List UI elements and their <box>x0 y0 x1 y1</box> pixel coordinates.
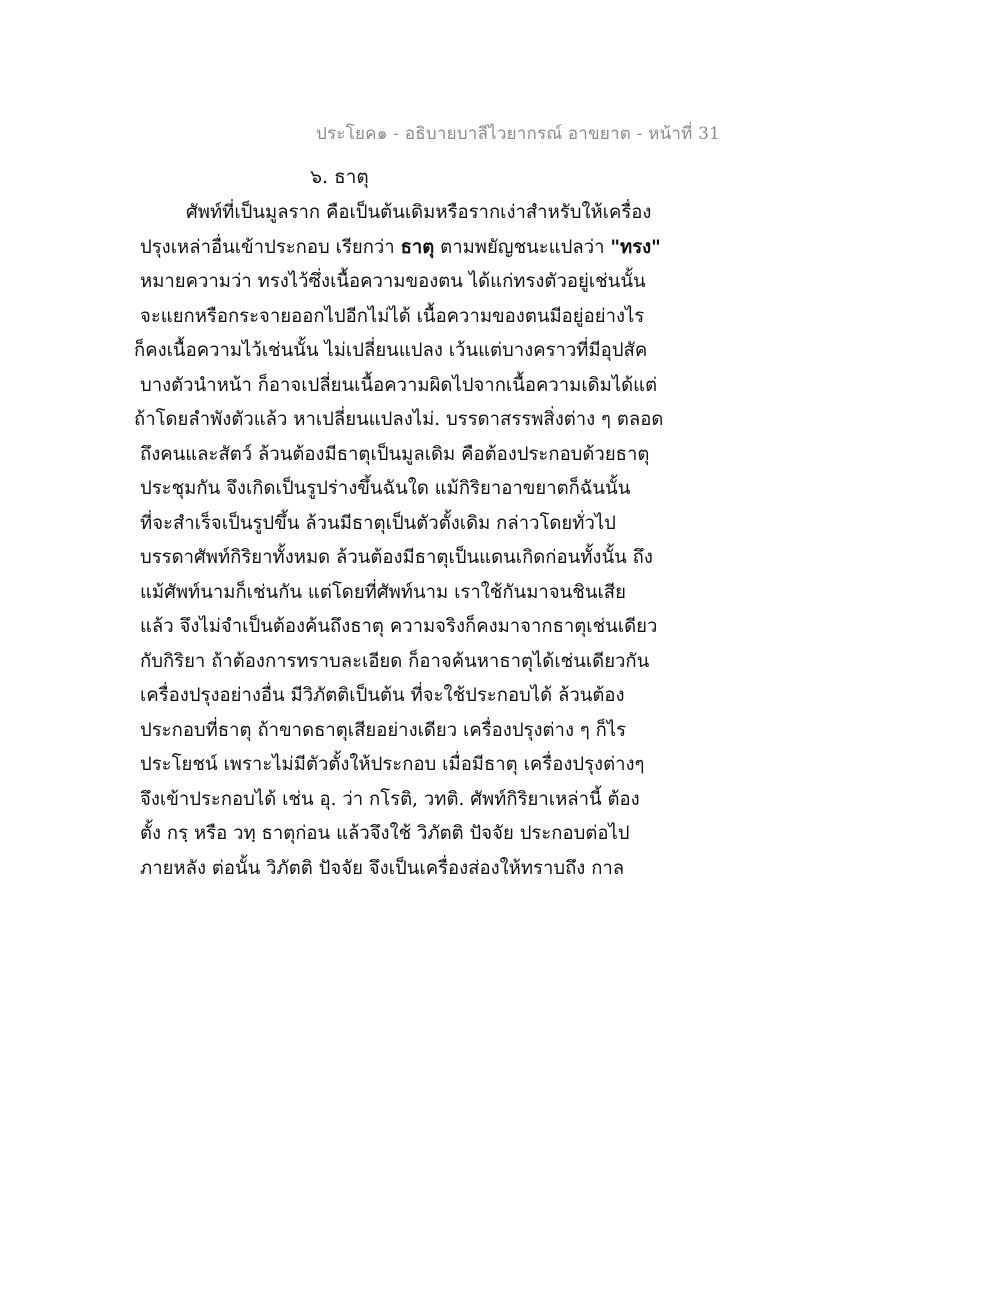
text-line: จะแยกหรือกระจายออกไปอีกไม่ได้ เนื้อความของตนมีอยู่อย่างไร <box>140 305 645 327</box>
text-line: แล้ว จึงไม่จำเป็นต้องค้นถึงธาตุ ความจริงก็คงมาจากธาตุเช่นเดียว <box>140 616 658 637</box>
text-line: แม้ศัพท์นามก็เช่นกัน แต่โดยที่ศัพท์นาม เราใช้กันมาจนชินเสีย <box>140 581 626 603</box>
text-segment: ปรุงเหล่าอื่นเข้าประกอบ เรียกว่า <box>140 236 401 258</box>
text-line: ถ้าโดยลำพังตัวแล้ว หาเปลี่ยนแปลงไม่. บรรดาสรรพสิ่งต่าง ๆ ตลอด <box>134 409 664 430</box>
text-line: ตั้ง กรฺ หรือ วทฺ ธาตุก่อน แล้วจึงใช้ วิภัตติ ปัจจัย ประกอบต่อไป <box>140 823 630 844</box>
text-line: ประกอบที่ธาตุ ถ้าขาดธาตุเสียอย่างเดียว เครื่องปรุงต่าง ๆ ก็ไร <box>140 719 627 741</box>
text-line: ประโยชน์ เพราะไม่มีตัวตั้งให้ประกอบ เมื่อมีธาตุ เครื่องปรุงต่างๆ <box>140 754 645 775</box>
text-line <box>140 231 700 266</box>
text-line: บรรดาศัพท์กิริยาทั้งหมด ล้วนต้องมีธาตุเป็นแดนเกิดก่อนทั้งนั้น ถึง <box>140 547 653 568</box>
text-line: จึงเข้าประกอบได้ เช่น อุ. ว่า กโรติ, วทติ. ศัพท์กิริยาเหล่านี้ ต้อง <box>140 788 640 810</box>
bold-term-song: "ทรง" <box>610 236 661 258</box>
body-text <box>134 196 700 886</box>
text-line: หมายความว่า ทรงไว้ซึ่งเนื้อความของตน ได้แก่ทรงตัวอยู่เช่นนั้น <box>140 271 646 292</box>
text-line: กับกิริยา ถ้าต้องการทราบละเอียด ก็อาจค้นหาธาตุได้เช่นเดียวกัน <box>140 650 650 672</box>
text-line: บางตัวนำหน้า ก็อาจเปลี่ยนเนื้อความผิดไปจากเนื้อความเดิมได้แต่ <box>140 374 658 396</box>
running-header: ประโยค๑ - อธิบายบาลีไวยากรณ์ อาขยาต - หน้าที่ 31 <box>316 124 721 144</box>
text-line: ประชุมกัน จึงเกิดเป็นรูปร่างขึ้นฉันใด แม้กิริยาอาขยาตก็ฉันนั้น <box>140 478 631 499</box>
text-segment: ตามพยัญชนะแปลว่า <box>434 236 611 258</box>
text-line: เครื่องปรุงอย่างอื่น มีวิภัตติเป็นต้น ที่จะใช้ประกอบได้ ล้วนต้อง <box>140 685 625 706</box>
text-line: ที่จะสำเร็จเป็นรูปขึ้น ล้วนมีธาตุเป็นตัวตั้งเดิม กล่าวโดยทั่วไป <box>140 512 616 534</box>
text-line: ภายหลัง ต่อนั้น วิภัตติ ปัจจัย จึงเป็นเครื่องส่องให้ทราบถึง กาล <box>140 857 625 879</box>
text-line: ศัพท์ที่เป็นมูลราก คือเป็นต้นเดิมหรือรากเง่าสำหรับให้เครื่อง <box>186 202 652 223</box>
section-heading: ๖. ธาตุ <box>310 166 369 188</box>
bold-term-dhatu: ธาตุ <box>400 236 435 258</box>
text-line: ก็คงเนื้อความไว้เช่นนั้น ไม่เปลี่ยนแปลง เว้นแต่บางคราวที่มีอุปสัค <box>134 340 648 361</box>
text-line: ถึงคนและสัตว์ ล้วนต้องมีธาตุเป็นมูลเดิม คือต้องประกอบด้วยธาตุ <box>140 443 650 465</box>
